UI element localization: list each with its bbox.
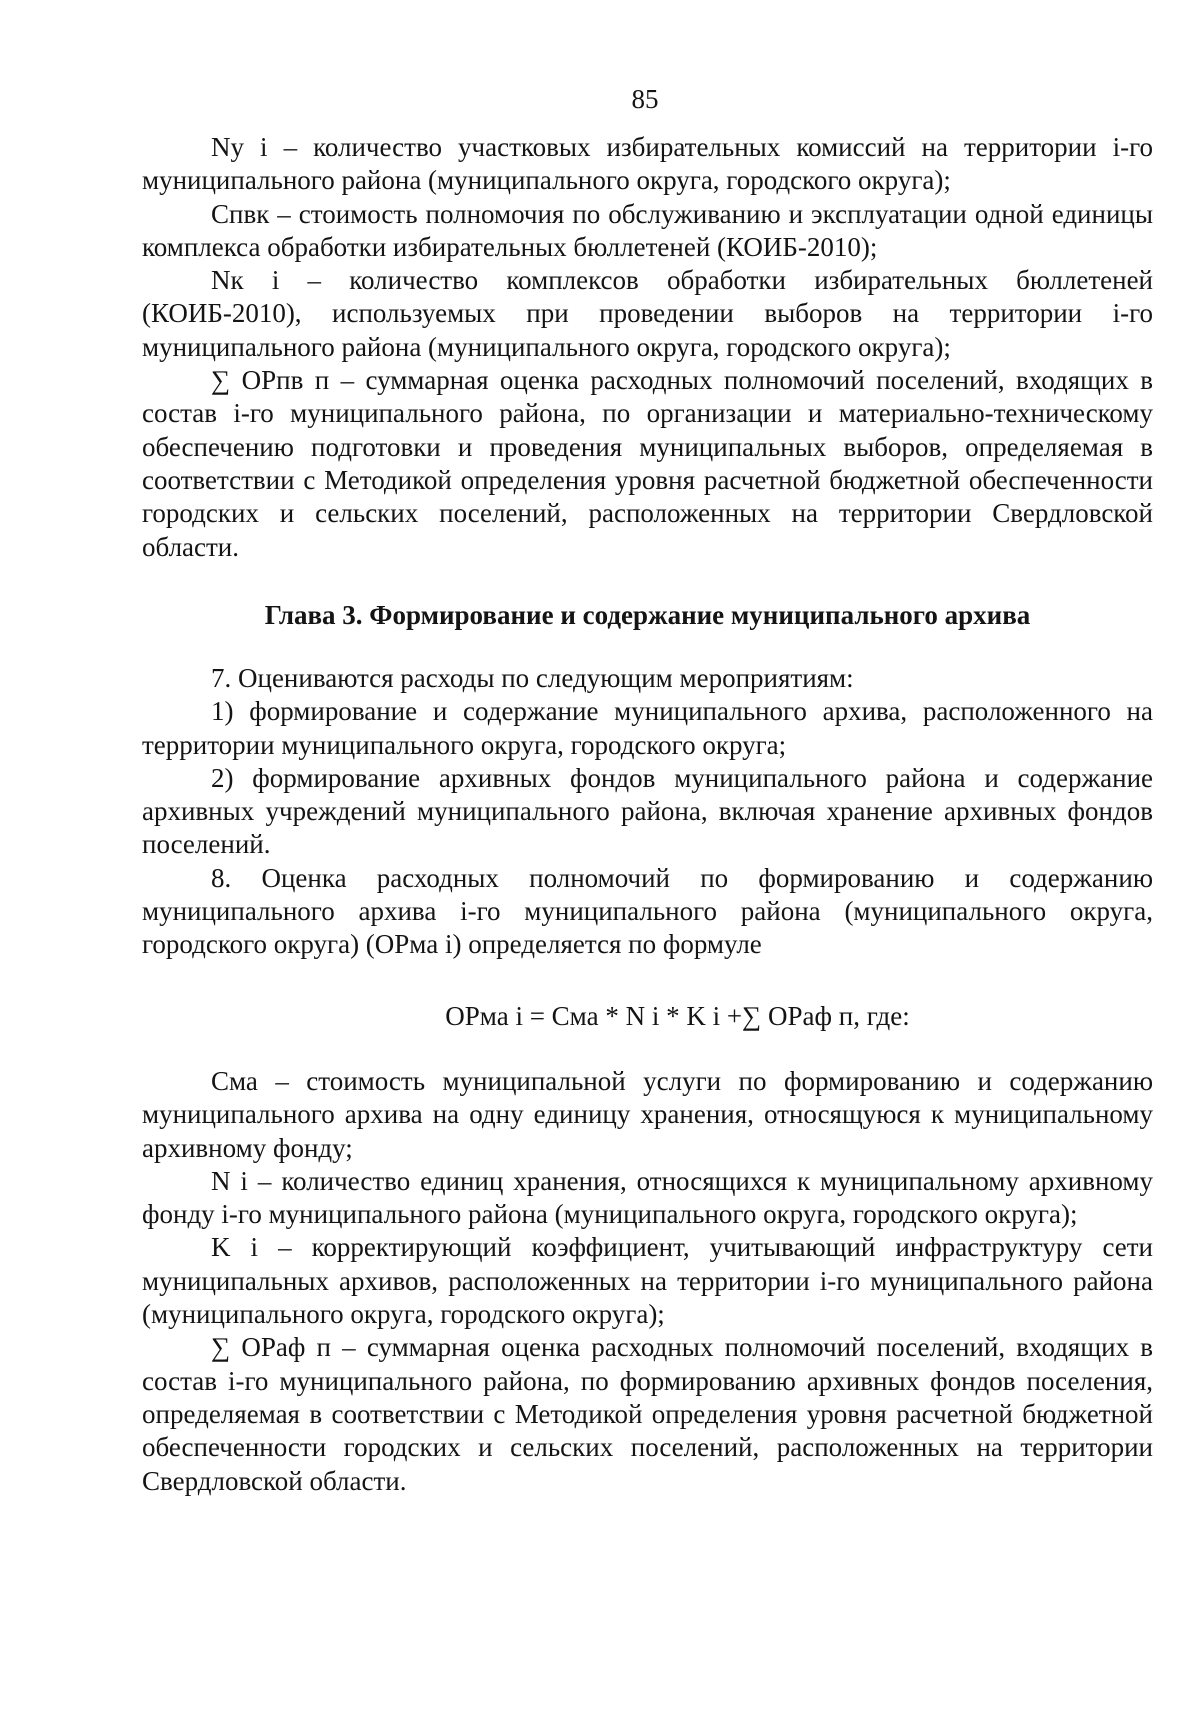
- archive-expenses-block: [142, 662, 1153, 962]
- definition-sum-oraf: ∑ ОРаф п – суммарная оценка расходных полномочий поселений, входящих в состав i-го муниципального района, по формированию архивных фондов поселения, определяемая в соответствии с Методикой определения уровня расчетной бюджетной обеспеченности городских и сельских поселений, расположенных на территории Свердловской области.: [142, 1332, 1153, 1496]
- clause-8: 8. Оценка расходных полномочий по формированию и содержанию муниципального архива i-го муниципального района (муниципального округа, городского округа) (ОРма i) определяется по формуле: [142, 862, 1153, 960]
- definitions-block-archive: [142, 1065, 1153, 1498]
- page-number: 85: [631, 84, 659, 114]
- definition-k-i: K i – корректирующий коэффициент, учитывающий инфраструктуру сети муниципальных архивов, расположенных на территории i-го муниципального района (муниципального округа, городского округа);: [142, 1232, 1153, 1330]
- definition-nk-i: Nк i – количество комплексов обработки избирательных бюллетеней (КОИБ-2010), используемых при проведении выборов на территории i-го муниципального района (муниципального округа, городского округа);: [142, 265, 1153, 362]
- clause-7-item-2: 2) формирование архивных фондов муниципального района и содержание архивных учреждений муниципального района, включая хранение архивных фондов поселений.: [142, 762, 1153, 860]
- formula-orma: ОРма i = Сма * N i * K i +∑ ОРаф п, где:: [445, 1001, 910, 1031]
- formula-block: [142, 1000, 1153, 1033]
- definition-sum-orpv: ∑ ОРпв п – суммарная оценка расходных полномочий поселений, входящих в состав i-го муниципального района, по организации и материально-техническому обеспечению подготовки и проведения муниципальных выборов, определяемая в соответствии с Методикой определения уровня расчетной бюджетной обеспеченности городских и сельских поселений, расположенных на территории Свердловской области.: [142, 365, 1153, 562]
- definition-n-i: N i – количество единиц хранения, относящихся к муниципальному архивному фонду i-го муниципального района (муниципального округа, городского округа);: [142, 1165, 1153, 1230]
- clause-7-item-1: 1) формирование и содержание муниципального архива, расположенного на территории муниципального округа, городского округа;: [142, 696, 1153, 760]
- definitions-block-election: [142, 131, 1153, 564]
- definition-sma: Сма – стоимость муниципальной услуги по формированию и содержанию муниципального архива на одну единицу хранения, относящуюся к муниципальному архивному фонду;: [142, 1066, 1153, 1163]
- chapter-heading-block: [142, 599, 1153, 632]
- definition-spvk: Спвк – стоимость полномочия по обслуживанию и эксплуатации одной единицы комплекса обработки избирательных бюллетеней (КОИБ-2010);: [142, 198, 1153, 262]
- clause-7: 7. Оцениваются расходы по следующим мероприятиям:: [211, 663, 854, 693]
- definition-nu-i: Nу i – количество участковых избирательных комиссий на территории i-го муниципального района (муниципального округа, городского округа);: [142, 132, 1153, 196]
- chapter-heading: Глава 3. Формирование и содержание муниципального архива: [264, 600, 1031, 630]
